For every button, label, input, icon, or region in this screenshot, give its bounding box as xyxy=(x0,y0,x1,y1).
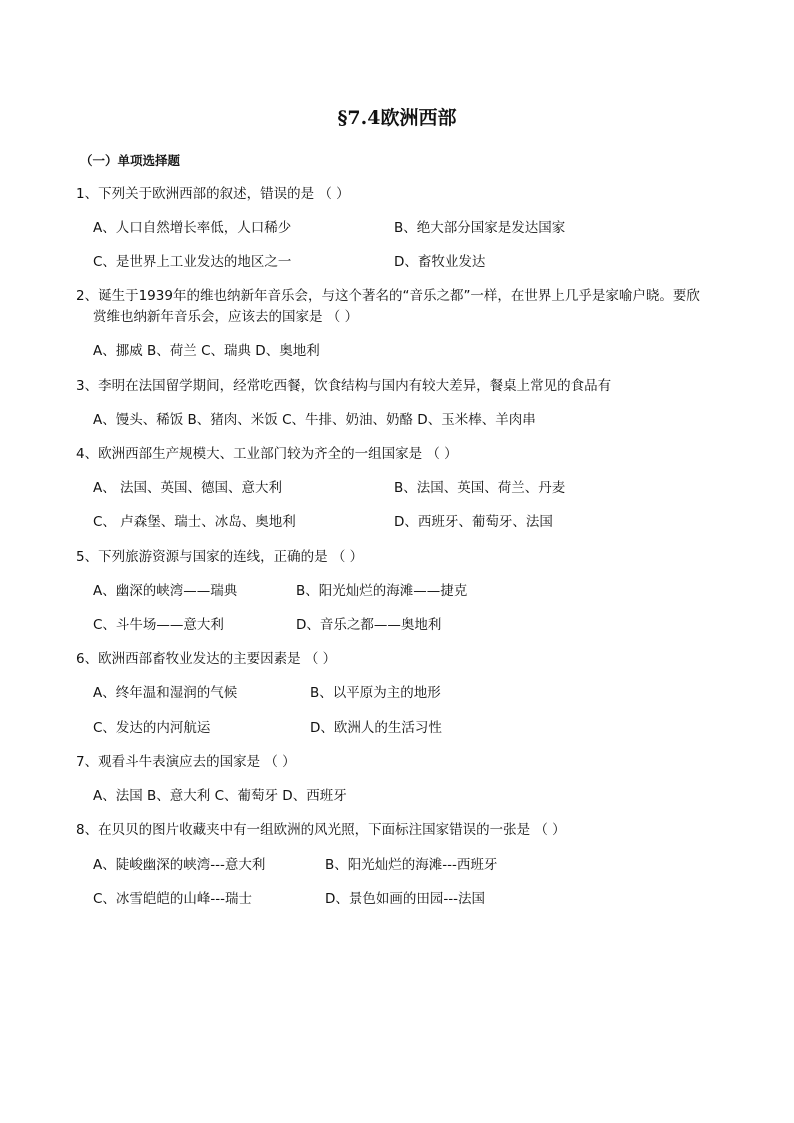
q4-option-c: C、 卢森堡、瑞士、冰岛、奥地利 xyxy=(93,514,296,530)
q5-stem: 5、下列旅游资源与国家的连线，正确的是 （ ） xyxy=(76,549,364,565)
q1-option-c: C、是世界上工业发达的地区之一 xyxy=(93,254,292,270)
q1-option-d: D、畜牧业发达 xyxy=(394,254,486,270)
q5-option-c: C、斗牛场——意大利 xyxy=(93,617,224,633)
q3-options: A、馒头、稀饭 B、猪肉、米饭 C、牛排、奶油、奶酪 D、玉米棒、羊肉串 xyxy=(93,412,536,428)
q6-option-a: A、终年温和湿润的气候 xyxy=(93,685,238,701)
q1-stem: 1、下列关于欧洲西部的叙述，错误的是 （ ） xyxy=(76,186,350,202)
q4-option-d: D、西班牙、葡萄牙、法国 xyxy=(394,514,553,530)
q8-option-d: D、景色如画的田园---法国 xyxy=(325,891,486,907)
q6-option-d: D、欧洲人的生活习性 xyxy=(310,720,442,736)
q2-options: A、挪威 B、荷兰 C、瑞典 D、奥地利 xyxy=(93,343,320,359)
q5-option-d: D、音乐之都——奥地利 xyxy=(296,617,442,633)
q2-stem-line1: 2、诞生于1939年的维也纳新年音乐会，与这个著名的“音乐之都”一样，在世界上几乎是家喻户晓。要欣 xyxy=(76,288,700,304)
q7-stem: 7、观看斗牛表演应去的国家是 （ ） xyxy=(76,754,296,770)
q2-stem-line2: 赏维也纳新年音乐会，应该去的国家是 （ ） xyxy=(93,309,359,325)
q8-option-b: B、阳光灿烂的海滩---西班牙 xyxy=(325,857,498,873)
q4-option-a: A、 法国、英国、德国、意大利 xyxy=(93,480,283,496)
section-heading: （一）单项选择题 xyxy=(80,153,181,168)
q8-option-c: C、冰雪皑皑的山峰---瑞士 xyxy=(93,891,253,907)
q4-stem: 4、欧洲西部生产规模大、工业部门较为齐全的一组国家是 （ ） xyxy=(76,446,458,462)
q6-stem: 6、欧洲西部畜牧业发达的主要因素是 （ ） xyxy=(76,651,337,667)
q1-option-a: A、人口自然增长率低，人口稀少 xyxy=(93,220,292,236)
page-title: §7.4欧洲西部 xyxy=(337,107,457,129)
q6-option-c: C、发达的内河航运 xyxy=(93,720,211,736)
q6-option-b: B、以平原为主的地形 xyxy=(310,685,441,701)
q5-option-a: A、幽深的峡湾——瑞典 xyxy=(93,583,238,599)
q4-option-b: B、法国、英国、荷兰、丹麦 xyxy=(394,480,566,496)
q5-option-b: B、阳光灿烂的海滩——捷克 xyxy=(296,583,468,599)
q8-option-a: A、陡峻幽深的峡湾---意大利 xyxy=(93,857,266,873)
q1-option-b: B、绝大部分国家是发达国家 xyxy=(394,220,566,236)
q8-stem: 8、在贝贝的图片收藏夹中有一组欧洲的风光照，下面标注国家错误的一张是 （ ） xyxy=(76,822,566,838)
q3-stem: 3、李明在法国留学期间，经常吃西餐，饮食结构与国内有较大差异，餐桌上常见的食品有 xyxy=(76,378,612,394)
q7-options: A、法国 B、意大利 C、葡萄牙 D、西班牙 xyxy=(93,788,347,804)
